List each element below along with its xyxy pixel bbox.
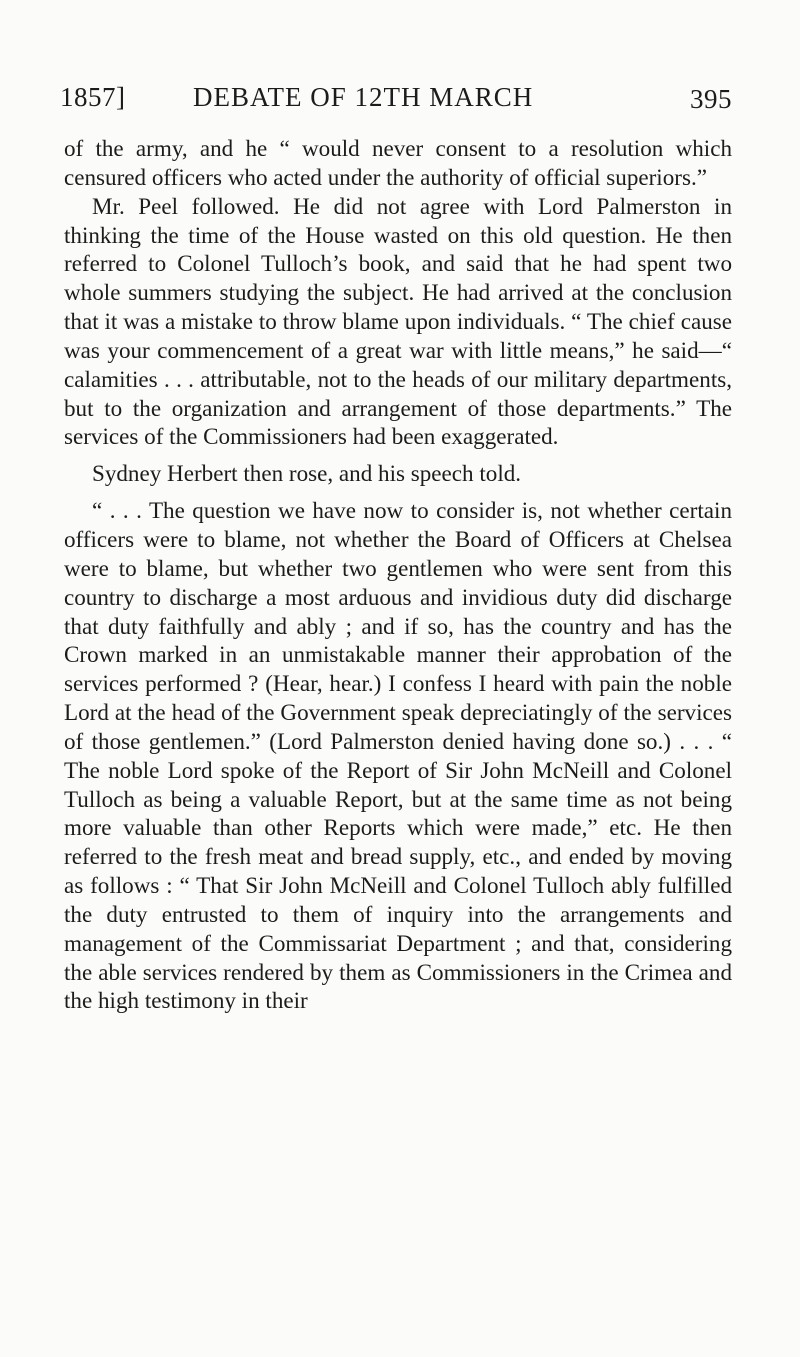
running-head — [60, 82, 732, 122]
paragraph: of the army, and he “ would never consent to a resolution which censured officers who acted under the authority of official superiors.” — [64, 135, 732, 190]
page-number: 395 — [690, 84, 732, 114]
body-text — [64, 134, 732, 1015]
header-year: 1857] — [60, 82, 126, 112]
quoted-speech: “ . . . The question we have now to consider is, not whether certain officers were to blame, not whether the Board of Officers at Chelsea were to blame, but whether two gentlemen who were sent from this country to discharge a most arduous and invidious duty did discharge that duty faithfully and ably ; and if so, has the country and has the Crown marked in an unmistakable manner their approbation of the services performed ? (Hear, hear.) I confess I heard with pain the noble Lord at the head of the Government speak depreciatingly of the services of those gentlemen.” (Lord Palmerston denied having done so.) . . . “ The noble Lord spoke of the Report of Sir John McNeill and Colonel Tulloch as being a valuable Report, but at the same time as not being more valuable than other Reports which were made,” etc. He then referred to the fresh meat and bread supply, etc., and ended by moving as follows : “ That Sir John McNeill and Colonel Tulloch ably fulfilled the duty entrusted to them of inquiry into the arrangements and management of the Commissariat Department ; and that, considering the able services rendered by them as Commissioners in the Crimea and the high testimony in their — [64, 497, 732, 1014]
header-title: DEBATE OF 12TH MARCH — [193, 82, 534, 112]
paragraph: Sydney Herbert then rose, and his speech told. — [92, 460, 522, 487]
book-page — [60, 82, 732, 1015]
paragraph: Mr. Peel followed. He did not agree with Lord Palmerston in thinking the time of the House wasted on this old question. He then referred to Colonel Tulloch’s book, and said that he had spent two whole summers studying the subject. He had arrived at the conclusion that it was a mistake to throw blame upon individuals. “ The chief cause was your commencement of a great war with little means,” he said—“ calamities . . . attributable, not to the heads of our military departments, but to the organization and arrangement of those departments.” The services of the Commissioners had been exaggerated. — [64, 192, 732, 450]
